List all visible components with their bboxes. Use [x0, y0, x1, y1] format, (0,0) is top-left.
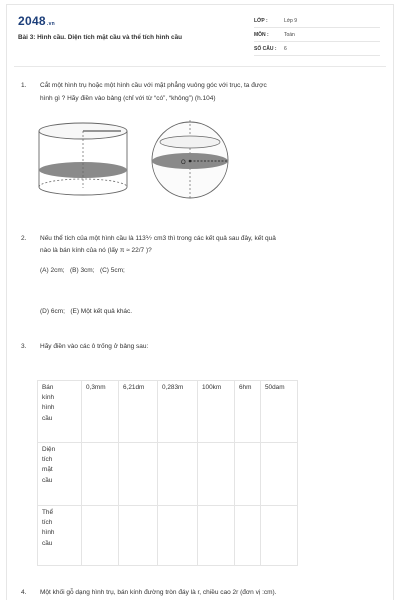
table-cell [261, 443, 298, 506]
table-row-surface-area [38, 443, 298, 506]
column-header-4: 100km [198, 381, 235, 443]
table-cell [235, 506, 261, 566]
question-4-text: Một khối gỗ dạng hình trụ, bán kính đường tròn đáy là r, chiều cao 2r (đơn vị :cm). [40, 589, 277, 596]
meta-value-question-count: 6 [284, 46, 287, 52]
question-3-number: 3. [21, 343, 27, 350]
meta-label-question-count: SỐ CÂU : [254, 46, 277, 52]
column-header-3: 0,283m [158, 381, 198, 443]
table-cell [82, 506, 119, 566]
meta-value-subject: Toán [284, 32, 295, 38]
sphere-center-point [189, 160, 192, 163]
row-label-radius-line-3: hình [42, 404, 55, 412]
row-label-surface-area [38, 443, 82, 506]
question-1-line-2: hình gì ? Hãy điền vào bảng (chỉ với từ “có”, “không”) (h.104) [40, 95, 216, 102]
cylinder-bottom-front [39, 187, 127, 195]
table-cell [261, 506, 298, 566]
row-label-surface-area-line-4: cầu [42, 476, 53, 484]
row-label-surface-area-line-3: mặt [42, 466, 53, 474]
row-label-volume [38, 506, 82, 566]
row-label-radius [38, 381, 82, 443]
row-label-volume-line-2: tích [42, 519, 53, 527]
row-label-volume-line-3: hình [42, 529, 55, 537]
question-1-line-1: Cắt một hình trụ hoặc một hình cầu với mặt phẳng vuông góc với trục, ta được [40, 82, 267, 89]
table-cell [198, 443, 235, 506]
sphere-upper-section [160, 136, 220, 148]
table-row-radius [38, 381, 298, 443]
question-2-options-row-2: (D) 6cm; (E) Một kết quả khác. [40, 308, 133, 315]
row-label-surface-area-line-1: Diện [42, 446, 56, 453]
question-2-line-1: Nếu thể tích của một hình cầu là 113⅐ cm3 thì trong các kết quả sau đây, kết quả [40, 235, 276, 242]
column-header-2: 6,21dm [119, 381, 158, 443]
logo-text: 2048 [18, 14, 46, 28]
question-2-line-2: nào là bán kính của nó (lấy π ≈ 22/7 )? [40, 247, 152, 254]
table-cell [158, 506, 198, 566]
question-4-number: 4. [21, 589, 27, 596]
header-divider [14, 66, 386, 67]
document-title: Bài 3: Hình cầu. Diện tích mặt cầu và thể tích hình cầu [18, 34, 183, 41]
column-header-5: 6hm [235, 381, 261, 443]
meta-row-subject [254, 30, 380, 42]
table-cell [82, 443, 119, 506]
row-label-volume-line-1: Thể [42, 509, 54, 516]
table-cell [198, 506, 235, 566]
question-1-number: 1. [21, 82, 27, 89]
question-2-number: 2. [21, 235, 27, 242]
question-3-table [37, 380, 298, 566]
table-cell [119, 506, 158, 566]
meta-row-question-count [254, 44, 380, 56]
column-header-1: 0,3mm [82, 381, 119, 443]
logo-suffix: .vn [46, 21, 56, 27]
table-cell [235, 443, 261, 506]
question-2-options-row-1: (A) 2cm; (B) 3cm; (C) 5cm; [40, 267, 125, 274]
meta-label-subject: MÔN : [254, 32, 269, 38]
sphere-center-label: O [181, 160, 186, 166]
cylinder-figure [36, 118, 130, 202]
table-cell [119, 443, 158, 506]
table-cell [158, 443, 198, 506]
row-label-volume-line-4: cầu [42, 539, 53, 547]
row-label-radius-line-2: kính [42, 394, 55, 402]
row-label-surface-area-line-2: tích [42, 456, 53, 464]
meta-value-class: Lớp 9 [284, 18, 298, 24]
table-row-volume [38, 506, 298, 566]
row-label-radius-line-1: Bán [42, 384, 54, 391]
row-label-radius-line-4: cầu [42, 414, 53, 422]
column-header-6: 50dam [261, 381, 298, 443]
meta-row-class [254, 16, 380, 28]
question-3-text: Hãy điền vào các ô trống ở bảng sau: [40, 343, 149, 350]
site-logo[interactable] [18, 14, 55, 28]
meta-label-class: LỚP : [254, 18, 268, 24]
sphere-figure [150, 118, 234, 202]
